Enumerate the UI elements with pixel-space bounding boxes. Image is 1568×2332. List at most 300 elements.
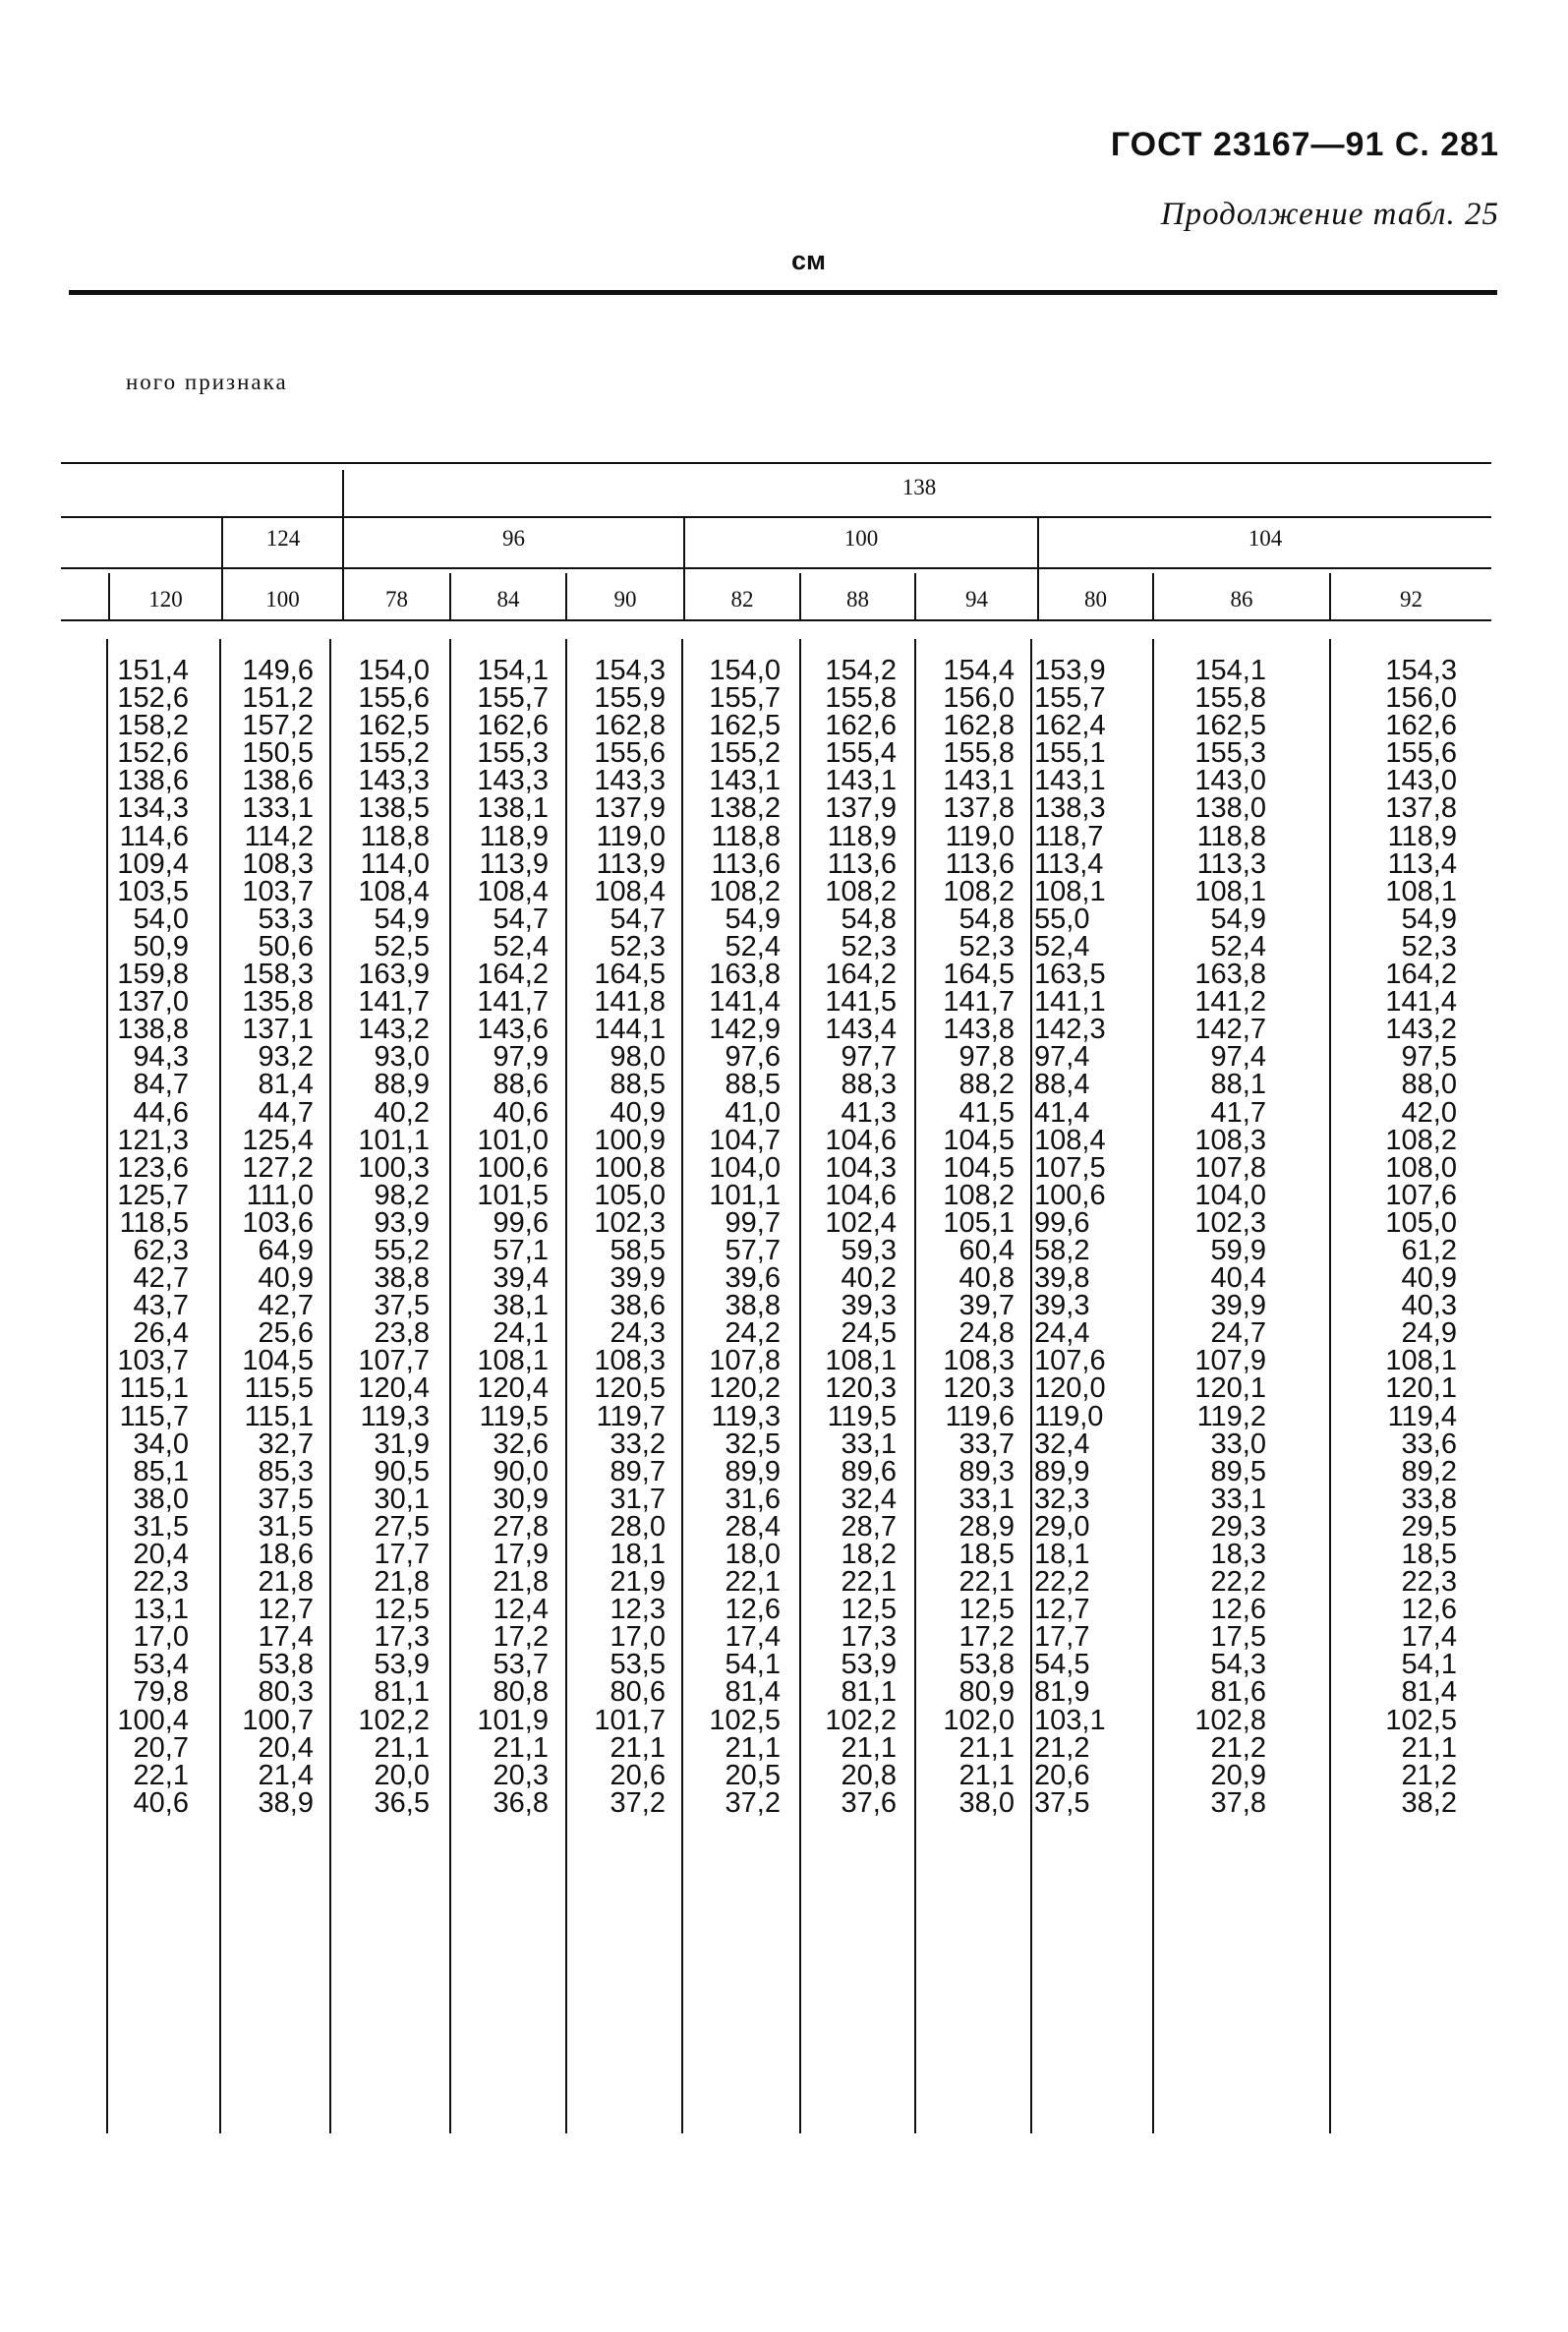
table-cell: 120,1 [1385, 1372, 1457, 1405]
table-cell: 17,2 [493, 1621, 549, 1654]
table-cell: 104,0 [1194, 1179, 1266, 1211]
table-cell: 54,9 [1401, 903, 1457, 935]
table-cell: 93,9 [374, 1206, 430, 1239]
table-cell: 20,5 [725, 1759, 781, 1791]
table-cell: 107,7 [358, 1345, 430, 1377]
table-cell: 41,4 [1034, 1096, 1090, 1129]
table-cell: 53,5 [610, 1649, 666, 1681]
table-cell: 88,1 [1210, 1069, 1266, 1101]
table-cell: 138,5 [358, 792, 430, 825]
table-cell: 38,0 [958, 1786, 1015, 1819]
column-header-100: 100 [265, 587, 300, 612]
table-cell: 57,7 [725, 1234, 781, 1266]
table-rule-3 [61, 567, 1491, 569]
table-cell: 22,1 [725, 1566, 781, 1599]
table-cell: 108,2 [943, 1179, 1015, 1211]
table-cell: 53,9 [841, 1649, 897, 1681]
table-cell: 21,1 [1401, 1731, 1457, 1764]
table-cell: 154,3 [1385, 655, 1457, 686]
data-column-84 [453, 657, 549, 1817]
table-cell: 143,3 [477, 765, 549, 797]
table-cell: 104,6 [825, 1124, 897, 1156]
table-cell: 152,6 [117, 682, 189, 715]
table-cell: 18,5 [1401, 1539, 1457, 1570]
table-cell: 163,8 [1194, 959, 1266, 991]
table-cell: 155,6 [594, 737, 666, 770]
table-cell: 102,3 [1194, 1206, 1266, 1239]
table-cell: 135,8 [242, 986, 314, 1019]
table-cell: 103,1 [1034, 1704, 1106, 1736]
table-cell: 108,1 [1385, 1345, 1457, 1377]
table-cell: 127,2 [242, 1151, 314, 1184]
table-cell: 54,5 [1034, 1649, 1090, 1681]
table-cell: 162,5 [709, 710, 781, 742]
table-cell: 88,3 [841, 1069, 897, 1101]
data-column-82 [685, 657, 781, 1817]
table-cell: 103,7 [117, 1345, 189, 1377]
table-cell: 32,4 [1034, 1428, 1090, 1460]
table-cell: 143,1 [709, 765, 781, 797]
table-cell: 155,8 [1194, 682, 1266, 715]
column-divider [329, 639, 331, 2133]
table-cell: 52,4 [493, 930, 549, 962]
top-rule [69, 290, 1497, 295]
table-cell: 141,4 [709, 986, 781, 1019]
table-cell: 54,9 [374, 903, 430, 935]
table-cell: 79,8 [133, 1676, 189, 1709]
table-cell: 115,5 [244, 1372, 314, 1405]
table-cell: 89,9 [1034, 1455, 1090, 1487]
table-cell: 113,4 [1387, 847, 1457, 880]
table-cell: 99,7 [725, 1206, 781, 1239]
table-cell: 20,6 [1034, 1759, 1090, 1791]
table-cell: 81,1 [374, 1676, 430, 1709]
table-cell: 43,7 [133, 1290, 189, 1322]
table-cell: 102,3 [594, 1206, 666, 1239]
table-cell: 99,6 [493, 1206, 549, 1239]
data-column-92 [1333, 657, 1457, 1817]
table-cell: 155,4 [825, 737, 897, 770]
table-cell: 109,4 [117, 847, 189, 880]
table-cell: 142,9 [709, 1014, 781, 1046]
table-cell: 12,6 [725, 1594, 781, 1626]
table-cell: 118,9 [827, 820, 897, 852]
column-header-92: 92 [1400, 587, 1423, 612]
table-cell: 39,4 [493, 1262, 549, 1295]
table-cell: 114,0 [360, 847, 430, 880]
table-cell: 143,6 [477, 1014, 549, 1046]
table-cell: 37,5 [374, 1290, 430, 1322]
table-cell: 80,6 [610, 1676, 666, 1709]
table-cell: 28,7 [841, 1510, 897, 1543]
table-cell: 50,6 [258, 930, 314, 962]
table-cell: 150,5 [242, 737, 314, 770]
table-cell: 142,7 [1194, 1014, 1266, 1046]
table-cell: 42,7 [133, 1262, 189, 1295]
table-cell: 39,9 [1210, 1290, 1266, 1322]
data-column-90 [569, 657, 666, 1817]
table-cell: 137,1 [242, 1014, 314, 1046]
table-cell: 52,3 [1401, 930, 1457, 962]
table-cell: 88,6 [493, 1069, 549, 1101]
table-cell: 52,4 [1034, 930, 1090, 962]
table-cell: 120,1 [1194, 1372, 1266, 1405]
table-cell: 21,4 [258, 1759, 314, 1791]
table-cell: 40,9 [1401, 1262, 1457, 1295]
table-cell: 40,2 [374, 1096, 430, 1129]
table-cell: 39,6 [725, 1262, 781, 1295]
table-cell: 33,1 [958, 1483, 1015, 1515]
table-cell: 97,8 [958, 1041, 1015, 1074]
column-header-86: 86 [1230, 587, 1253, 612]
table-cell: 100,4 [117, 1704, 189, 1736]
table-cell: 53,9 [374, 1649, 430, 1681]
data-column-86 [1156, 657, 1266, 1817]
table-cell: 143,0 [1385, 765, 1457, 797]
subgroup-header-104: 104 [1248, 526, 1283, 551]
table-cell: 101,0 [477, 1124, 549, 1156]
table-cell: 113,3 [1196, 847, 1266, 880]
table-cell: 33,8 [1401, 1483, 1457, 1515]
table-cell: 138,6 [242, 765, 314, 797]
table-cell: 89,6 [841, 1455, 897, 1487]
table-cell: 97,7 [841, 1041, 897, 1074]
column-divider [1152, 639, 1154, 2133]
table-cell: 114,6 [119, 820, 189, 852]
table-cell: 59,3 [841, 1234, 897, 1266]
table-cell: 28,4 [725, 1510, 781, 1543]
table-cell: 81,1 [841, 1676, 897, 1709]
table-cell: 154,0 [358, 655, 430, 686]
table-cell: 163,8 [709, 959, 781, 991]
table-cell: 108,1 [1385, 875, 1457, 907]
table-cell: 100,6 [477, 1151, 549, 1184]
table-cell: 100,6 [1034, 1179, 1106, 1211]
table-cell: 22,2 [1034, 1566, 1090, 1599]
table-cell: 30,9 [493, 1483, 549, 1515]
table-cell: 32,7 [258, 1428, 314, 1460]
table-cell: 113,6 [827, 847, 897, 880]
table-cell: 31,9 [374, 1428, 430, 1460]
table-cell: 24,5 [841, 1317, 897, 1350]
table-cell: 22,1 [133, 1759, 189, 1791]
column-header-82: 82 [730, 587, 754, 612]
table-cell: 120,3 [825, 1372, 897, 1405]
table-cell: 22,1 [841, 1566, 897, 1599]
table-cell: 22,2 [1210, 1566, 1266, 1599]
table-cell: 21,2 [1210, 1731, 1266, 1764]
column-divider [565, 639, 567, 2133]
table-cell: 108,2 [943, 875, 1015, 907]
table-cell: 108,0 [1385, 1151, 1457, 1184]
table-cell: 163,9 [358, 959, 430, 991]
table-cell: 107,6 [1034, 1345, 1106, 1377]
table-cell: 155,8 [825, 682, 897, 715]
table-cell: 162,6 [1385, 710, 1457, 742]
column-header-84: 84 [496, 587, 520, 612]
table-cell: 144,1 [594, 1014, 666, 1046]
table-cell: 101,9 [477, 1704, 549, 1736]
column-header-120: 120 [148, 587, 183, 612]
table-cell: 42,7 [258, 1290, 314, 1322]
table-cell: 88,5 [725, 1069, 781, 1101]
table-cell: 113,9 [596, 847, 666, 880]
table-cell: 53,8 [958, 1649, 1015, 1681]
table-cell: 52,3 [958, 930, 1015, 962]
table-cell: 156,0 [943, 682, 1015, 715]
table-cell: 81,9 [1034, 1676, 1090, 1709]
table-cell: 155,3 [477, 737, 549, 770]
table-cell: 102,4 [825, 1206, 897, 1239]
table-cell: 103,7 [242, 875, 314, 907]
table-cell: 17,9 [493, 1539, 549, 1570]
table-cell: 141,2 [1194, 986, 1266, 1019]
table-cell: 154,4 [943, 655, 1015, 686]
table-cell: 81,4 [725, 1676, 781, 1709]
table-cell: 21,9 [610, 1566, 666, 1599]
table-cell: 12,7 [258, 1594, 314, 1626]
subgroup-header-96: 96 [502, 526, 525, 551]
table-cell: 23,8 [374, 1317, 430, 1350]
table-cell: 54,9 [725, 903, 781, 935]
table-cell: 85,3 [258, 1455, 314, 1487]
table-cell: 97,6 [725, 1041, 781, 1074]
table-cell: 93,0 [374, 1041, 430, 1074]
table-cell: 20,6 [610, 1759, 666, 1791]
table-cell: 115,1 [119, 1372, 189, 1405]
table-cell: 21,8 [258, 1566, 314, 1599]
column-header-88: 88 [846, 587, 869, 612]
table-cell: 107,6 [1385, 1179, 1457, 1211]
table-cell: 18,1 [1034, 1539, 1090, 1570]
table-cell: 39,3 [841, 1290, 897, 1322]
table-cell: 38,1 [493, 1290, 549, 1322]
table-cell: 143,2 [358, 1014, 430, 1046]
table-cell: 162,5 [358, 710, 430, 742]
table-cell: 31,5 [133, 1510, 189, 1543]
table-cell: 89,9 [725, 1455, 781, 1487]
table-cell: 12,5 [841, 1594, 897, 1626]
table-cell: 101,1 [709, 1179, 781, 1211]
table-cell: 113,6 [945, 847, 1015, 880]
table-cell: 141,7 [358, 986, 430, 1019]
table-cell: 27,8 [493, 1510, 549, 1543]
table-cell: 103,5 [117, 875, 189, 907]
table-cell: 32,4 [841, 1483, 897, 1515]
table-cell: 18,1 [610, 1539, 666, 1570]
table-cell: 154,2 [825, 655, 897, 686]
table-cell: 40,6 [133, 1786, 189, 1819]
table-cell: 104,3 [825, 1151, 897, 1184]
table-cell: 138,2 [709, 792, 781, 825]
table-cell: 108,1 [1194, 875, 1266, 907]
table-cell: 120,4 [358, 1372, 430, 1405]
table-cell: 115,1 [244, 1400, 314, 1432]
table-cell: 53,7 [493, 1649, 549, 1681]
table-cell: 143,8 [943, 1014, 1015, 1046]
table-cell: 104,5 [943, 1151, 1015, 1184]
table-cell: 38,8 [374, 1262, 430, 1295]
table-cell: 101,1 [358, 1124, 430, 1156]
table-cell: 104,0 [709, 1151, 781, 1184]
table-cell: 20,9 [1210, 1759, 1266, 1791]
data-column-80 [1034, 657, 1142, 1817]
table-cell: 17,7 [1034, 1621, 1090, 1654]
table-cell: 162,8 [594, 710, 666, 742]
table-cell: 29,5 [1401, 1510, 1457, 1543]
table-cell: 39,8 [1034, 1262, 1090, 1295]
table-cell: 40,4 [1210, 1262, 1266, 1295]
table-cell: 17,5 [1210, 1621, 1266, 1654]
table-cell: 33,1 [1210, 1483, 1266, 1515]
table-cell: 24,2 [725, 1317, 781, 1350]
table-cell: 141,4 [1385, 986, 1457, 1019]
table-cell: 52,4 [725, 930, 781, 962]
table-cell: 21,1 [958, 1759, 1015, 1791]
table-cell: 94,3 [133, 1041, 189, 1074]
table-cell: 102,0 [943, 1704, 1015, 1736]
table-cell: 81,4 [1401, 1676, 1457, 1709]
table-cell: 32,5 [725, 1428, 781, 1460]
table-cell: 137,8 [1385, 792, 1457, 825]
table-cell: 28,0 [610, 1510, 666, 1543]
table-cell: 21,1 [493, 1731, 549, 1764]
data-column-94 [918, 657, 1015, 1817]
table-cell: 125,4 [242, 1124, 314, 1156]
table-cell: 40,8 [958, 1262, 1015, 1295]
table-cell: 88,2 [958, 1069, 1015, 1101]
table-cell: 21,1 [610, 1731, 666, 1764]
table-cell: 155,2 [709, 737, 781, 770]
table-cell: 104,5 [943, 1124, 1015, 1156]
table-cell: 32,3 [1034, 1483, 1090, 1515]
table-cell: 20,0 [374, 1759, 430, 1791]
table-cell: 100,9 [594, 1124, 666, 1156]
table-cell: 38,6 [610, 1290, 666, 1322]
table-cell: 81,4 [258, 1069, 314, 1101]
table-cell: 42,0 [1401, 1096, 1457, 1129]
table-cell: 143,3 [594, 765, 666, 797]
table-cell: 154,1 [477, 655, 549, 686]
column-divider [1329, 639, 1331, 2133]
table-cell: 141,8 [594, 986, 666, 1019]
table-cell: 102,5 [709, 1704, 781, 1736]
table-cell: 164,2 [825, 959, 897, 991]
table-cell: 119,5 [827, 1400, 897, 1432]
table-cell: 52,3 [610, 930, 666, 962]
table-cell: 33,6 [1401, 1428, 1457, 1460]
table-cell: 18,3 [1210, 1539, 1266, 1570]
table-cell: 121,3 [117, 1124, 189, 1156]
table-cell: 37,8 [1210, 1786, 1266, 1819]
table-cell: 119,3 [360, 1400, 430, 1432]
table-cell: 155,7 [477, 682, 549, 715]
table-cell: 53,3 [258, 903, 314, 935]
data-column-120 [110, 657, 189, 1817]
column-divider [681, 639, 683, 2133]
data-column-78 [333, 657, 430, 1817]
table-cell: 156,0 [1385, 682, 1457, 715]
table-cell: 20,8 [841, 1759, 897, 1791]
table-cell: 115,7 [119, 1400, 189, 1432]
column-divider [449, 639, 451, 2133]
table-cell: 101,7 [594, 1704, 666, 1736]
table-cell: 90,0 [493, 1455, 549, 1487]
table-cell: 159,8 [117, 959, 189, 991]
table-cell: 32,6 [493, 1428, 549, 1460]
table-cell: 118,9 [479, 820, 549, 852]
table-cell: 21,8 [493, 1566, 549, 1599]
table-cell: 39,3 [1034, 1290, 1090, 1322]
table-cell: 81,6 [1210, 1676, 1266, 1709]
table-cell: 21,1 [958, 1731, 1015, 1764]
table-cell: 17,4 [258, 1621, 314, 1654]
table-cell: 102,5 [1385, 1704, 1457, 1736]
table-cell: 24,1 [493, 1317, 549, 1350]
table-cell: 22,3 [133, 1566, 189, 1599]
table-cell: 54,9 [1210, 903, 1266, 935]
table-cell: 118,7 [1034, 820, 1104, 852]
table-cell: 97,4 [1034, 1041, 1090, 1074]
table-cell: 125,7 [117, 1179, 189, 1211]
table-cell: 108,3 [943, 1345, 1015, 1377]
table-cell: 137,9 [594, 792, 666, 825]
table-cell: 164,5 [594, 959, 666, 991]
table-cell: 54,8 [841, 903, 897, 935]
table-cell: 108,4 [1034, 1124, 1106, 1156]
table-cell: 12,3 [610, 1594, 666, 1626]
table-cell: 54,0 [133, 903, 189, 935]
table-cell: 120,2 [709, 1372, 781, 1405]
table-cell: 26,4 [133, 1317, 189, 1350]
table-cell: 162,4 [1034, 710, 1106, 742]
table-cell: 17,7 [374, 1539, 430, 1570]
table-cell: 44,7 [258, 1096, 314, 1129]
table-cell: 100,8 [594, 1151, 666, 1184]
table-cell: 88,5 [610, 1069, 666, 1101]
column-divider [106, 639, 108, 2133]
table-cell: 40,3 [1401, 1290, 1457, 1322]
table-cell: 143,2 [1385, 1014, 1457, 1046]
table-cell: 84,7 [133, 1069, 189, 1101]
table-cell: 138,6 [117, 765, 189, 797]
table-cell: 18,6 [258, 1539, 314, 1570]
table-cell: 37,2 [725, 1786, 781, 1819]
table-cell: 119,4 [1387, 1400, 1457, 1432]
table-cell: 113,9 [479, 847, 549, 880]
table-cell: 105,0 [594, 1179, 666, 1211]
table-cell: 119,7 [596, 1400, 666, 1432]
table-cell: 155,6 [358, 682, 430, 715]
table-cell: 155,7 [709, 682, 781, 715]
table-cell: 164,5 [943, 959, 1015, 991]
table-cell: 98,0 [610, 1041, 666, 1074]
table-cell: 80,9 [958, 1676, 1015, 1709]
table-cell: 155,9 [594, 682, 666, 715]
table-cell: 143,4 [825, 1014, 897, 1046]
table-cell: 153,9 [1034, 655, 1106, 686]
table-cell: 108,1 [1034, 875, 1106, 907]
table-cell: 105,0 [1385, 1206, 1457, 1239]
table-cell: 33,0 [1210, 1428, 1266, 1460]
table-cell: 162,6 [825, 710, 897, 742]
table-cell: 54,7 [610, 903, 666, 935]
table-cell: 41,5 [958, 1096, 1015, 1129]
table-cell: 120,0 [1034, 1372, 1106, 1405]
table-cell: 58,5 [610, 1234, 666, 1266]
table-cell: 38,0 [133, 1483, 189, 1515]
table-cell: 89,3 [958, 1455, 1015, 1487]
